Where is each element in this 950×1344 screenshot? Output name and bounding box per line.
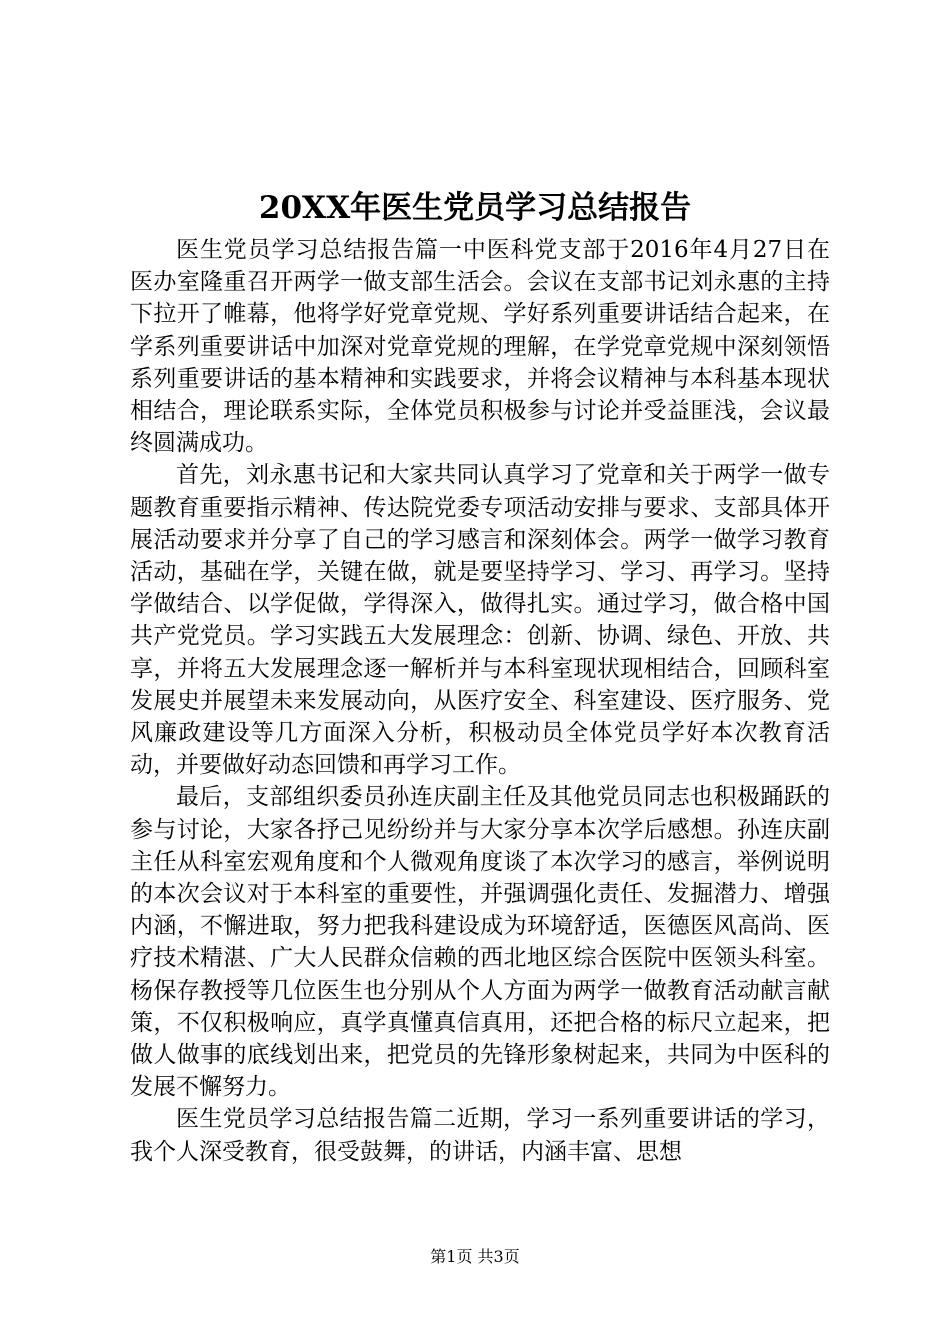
page-footer: 第1页 共3页 — [430, 1247, 520, 1266]
document-body — [130, 234, 830, 1168]
document-title: 20XX年医生党员学习总结报告 — [258, 190, 692, 226]
paragraph-3: 最后，支部组织委员孙连庆副主任及其他党员同志也积极踊跃的参与讨论，大家各抒己见纷纷并与大家分享本次学后感想。孙连庆副主任从科室宏观角度和个人微观角度谈了本次学习的感言，举例说明的本次会议对于本科室的重要性，并强调强化责任、发掘潜力、增强内涵，不懈进取，努力把我科建设成为环境舒适，医德医风高尚、医疗技术精湛、广大人民群众信赖的西北地区综合医院中医领头科室。杨保存教授等几位医生也分别从个人方面为两学一做教育活动献言献策，不仅积极响应，真学真懂真信真用，还把合格的标尺立起来，把做人做事的底线划出来，把党员的先锋形象树起来，共同为中医科的发展不懈努力。 — [130, 784, 830, 1101]
paragraph-4: 医生党员学习总结报告篇二近期，学习一系列重要讲话的学习，我个人深受教育，很受鼓舞，的讲话，内涵丰富、思想 — [130, 1106, 830, 1165]
paragraph-1: 医生党员学习总结报告篇一中医科党支部于2016年4月27日在医办室隆重召开两学一做支部生活会。会议在支部书记刘永惠的主持下拉开了帷幕，他将学好党章党规、学好系列重要讲话结合起来，在学系列重要讲话中加深对党章党规的理解，在学党章党规中深刻领悟系列重要讲话的基本精神和实践要求，并将会议精神与本科基本现状相结合，理论联系实际，全体党员积极参与讨论并受益匪浅，会议最终圆满成功。 — [130, 237, 830, 457]
paragraph-2: 首先，刘永惠书记和大家共同认真学习了党章和关于两学一做专题教育重要指示精神、传达院党委专项活动安排与要求、支部具体开展活动要求并分享了自己的学习感言和深刻体会。两学一做学习教育活动，基础在学，关键在做，就是要坚持学习、学习、再学习。坚持学做结合、以学促做，学得深入，做得扎实。通过学习，做合格中国共产党党员。学习实践五大发展理念：创新、协调、绿色、开放、共享，并将五大发展理念逐一解析并与本科室现状现相结合，回顾科室发展史并展望未来发展动向，从医疗安全、科室建设、医疗服务、党风廉政建设等几方面深入分析，积极动员全体党员学好本次教育活动，并要做好动态回馈和再学习工作。 — [130, 462, 830, 779]
